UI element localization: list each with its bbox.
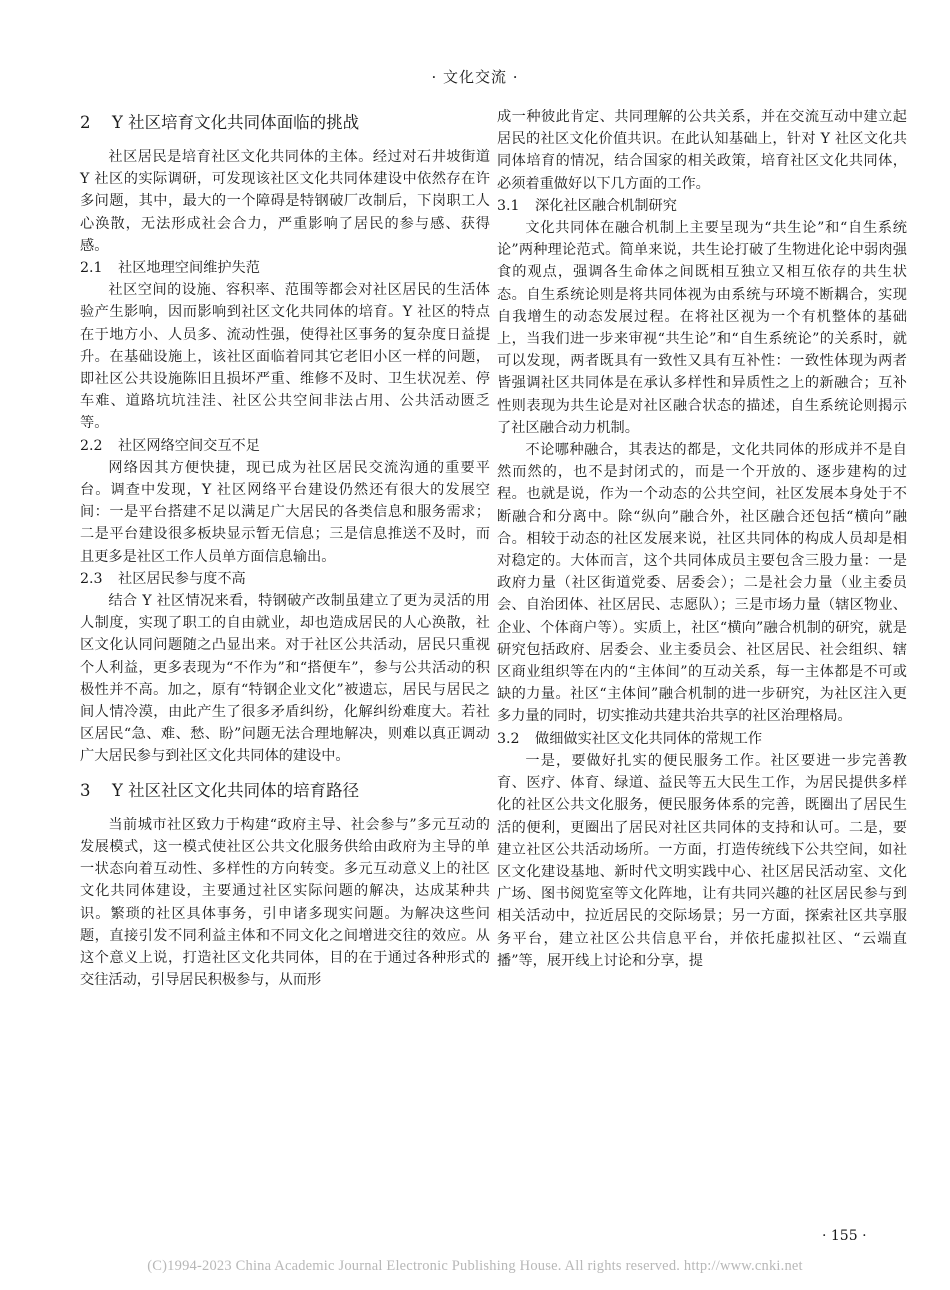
section-3-1-paragraph-1: 文化共同体在融合机制上主要呈现为“共生论”和“自生系统论”两种理论范式。简单来说，共生论打破了生物进化论中弱肉强食的观点，强调各生命体之间既相互独立又相互依存的共生状态。自生系统论则是将共同体视为由系统与环境不断耦合，实现自我增生的动态发展过程。在将社区视为一个有机整体的基础上，当我们进一步来审视“共生论”和“自生系统论”的关系时，就可以发现，两者既具有一致性又具有互补性：一致性体现为两者皆强调社区共同体是在承认多样性和异质性之上的新融合；互补性则表现为共生论是对社区融合状态的描述，自生系统论则揭示了社区融合动力机制。 xyxy=(497,220,907,436)
section-2-title: Y 社区培育文化共同体面临的挑战 xyxy=(112,113,360,132)
section-2-1-heading xyxy=(80,257,490,279)
section-2-2-number: 2.2 xyxy=(80,437,103,454)
section-2-3-number: 2.3 xyxy=(80,570,103,587)
section-3-2-heading xyxy=(497,728,907,750)
section-3-2-number: 3.2 xyxy=(497,730,520,747)
section-3-paragraph: 当前城市社区致力于构建“政府主导、社会参与”多元互动的发展模式，这一模式使社区公共文化服务供给由政府为主导的单一状态向着互动性、多样性的方向转变。多元互动意义上的社区文化共同体建设，主要通过社区实际问题的解决，达成某种共识。繁琐的社区具体事务，引申诸多现实问题。为解决这些问题，直接引发不同利益主体和不同文化之间增进交往的效应。从这个意义上说，打造社区文化共同体，目的在于通过各种形式的交往活动，引导居民积极参与，从而形 xyxy=(80,816,490,989)
copyright-footer: (C)1994-2023 China Academic Journal Electronic Publishing House. All rights reserved. http://www.cnki.net xyxy=(147,1258,803,1274)
section-2-2-heading xyxy=(80,435,490,457)
section-2-3-paragraph: 结合 Y 社区情况来看，特钢破产改制虽建立了更为灵活的用人制度，实现了职工的自由就业，却也造成居民的人心涣散，社区文化认同问题随之凸显出来。对于社区公共活动，居民只重视个人利益，更多表现为“不作为”和“搭便车”，参与公共活动的积极性并不高。加之，原有“特钢企业文化”被遗忘，居民与居民之间人情冷漠，由此产生了很多矛盾纠纷，化解纠纷难度大。若社区居民“急、难、愁、盼”问题无法合理地解决，则难以真正调动广大居民参与到社区文化共同体的建设中。 xyxy=(80,593,490,765)
section-3-heading xyxy=(80,768,490,814)
section-3-2-paragraph: 一是，要做好扎实的便民服务工作。社区要进一步完善教育、医疗、体育、绿道、益民等五大民生工作，为居民提供多样化的社区公共文化服务，便民服务体系的完善，既圈出了居民生活的便利，更圈出了居民对社区共同体的支持和认可。二是，要建立社区公共活动场所。一方面，打造传统线下公共空间，如社区文化建设基地、新时代文明实践中心、社区居民活动室、文化广场、图书阅览室等文化阵地，让有共同兴趣的社区居民参与到相关活动中，拉近居民的交际场景；另一方面，探索社区共享服务平台，建立社区公共信息平台，并依托虚拟社区、“云端直播”等，展开线上讨论和分享，提 xyxy=(497,752,907,969)
section-2-3-heading xyxy=(80,568,490,590)
section-2-1-number: 2.1 xyxy=(80,260,103,277)
running-head: · 文化交流 · xyxy=(431,68,519,86)
right-column xyxy=(497,106,907,972)
section-3-title: Y 社区社区文化共同体的培育路径 xyxy=(112,780,360,800)
section-2-2-paragraph: 网络因其方便快捷，现已成为社区居民交流沟通的重要平台。调查中发现，Y 社区网络平台建设仍然还有很大的发展空间：一是平台搭建不足以满足广大居民的各类信息和服务需求；二是平台建设很多板块显示暂无信息；三是信息推送不及时，而且更多是社区工作人员单方面信息输出。 xyxy=(80,459,490,565)
section-2-1-paragraph: 社区空间的设施、容积率、范围等都会对社区居民的生活体验产生影响，因而影响到社区文化共同体的培育。Y 社区的特点在于地方小、人员多、流动性强，使得社区事务的复杂度日益提升。在基础设施上，该社区面临着同其它老旧小区一样的问题，即社区公共设施陈旧且损坏严重、维修不及时、卫生状况差、停车难、道路坑坑洼洼、社区公共空间非法占用、公共活动匮乏等。 xyxy=(80,282,490,432)
section-2-3-title: 社区居民参与度不高 xyxy=(118,570,246,587)
page-number: · 155 · xyxy=(822,1228,867,1244)
section-2-2-title: 社区网络空间交互不足 xyxy=(118,437,260,454)
section-2-number: 2 xyxy=(80,113,91,132)
section-3-1-heading xyxy=(497,195,907,217)
section-3-2-title: 做细做实社区文化共同体的常规工作 xyxy=(535,730,763,747)
section-3-paragraph-continued: 成一种彼此肯定、共同理解的公共关系，并在交流互动中建立起居民的社区文化价值共识。在此认知基础上，针对 Y 社区文化共同体培育的情况，结合国家的相关政策，培育社区文化共同体，必须着重做好以下几方面的工作。 xyxy=(497,109,907,192)
left-column xyxy=(80,106,490,991)
section-3-number: 3 xyxy=(80,780,91,800)
section-2-heading xyxy=(80,106,490,146)
section-3-1-number: 3.1 xyxy=(497,197,520,214)
section-2-paragraph: 社区居民是培育社区文化共同体的主体。经过对石井坡街道 Y 社区的实际调研，可发现该社区文化共同体建设中依然存在许多问题，其中，最大的一个障碍是特钢破厂改制后，下岗职工人心涣散，无法形成社会合力，严重影响了居民的参与感、获得感。 xyxy=(80,149,490,254)
section-3-1-title: 深化社区融合机制研究 xyxy=(535,197,677,214)
section-2-1-title: 社区地理空间维护失范 xyxy=(118,260,260,277)
section-3-1-paragraph-2: 不论哪种融合，其表达的都是，文化共同体的形成并不是自然而然的，也不是封闭式的，而是一个开放的、逐步建构的过程。也就是说，作为一个动态的公共空间，社区发展本身处于不断融合和分离中。除“纵向”融合外，社区融合还包括“横向”融合。相较于动态的社区发展来说，社区共同体的构成人员却是相对稳定的。大体而言，这个共同体成员主要包含三股力量：一是政府力量（社区街道党委、居委会）；二是社会力量（业主委员会、自治团体、社区居民、志愿队）；三是市场力量（辖区物业、企业、个体商户等）。实质上，社区“横向”融合机制的研究，就是研究包括政府、居委会、业主委员会、社区居民、社会组织、辖区商业组织等在内的“主体间”的互动关系，每一主体都是不可或缺的力量。社区“主体间”融合机制的进一步研究，为社区注入更多力量的同时，切实推动共建共治共享的社区治理格局。 xyxy=(497,442,907,725)
